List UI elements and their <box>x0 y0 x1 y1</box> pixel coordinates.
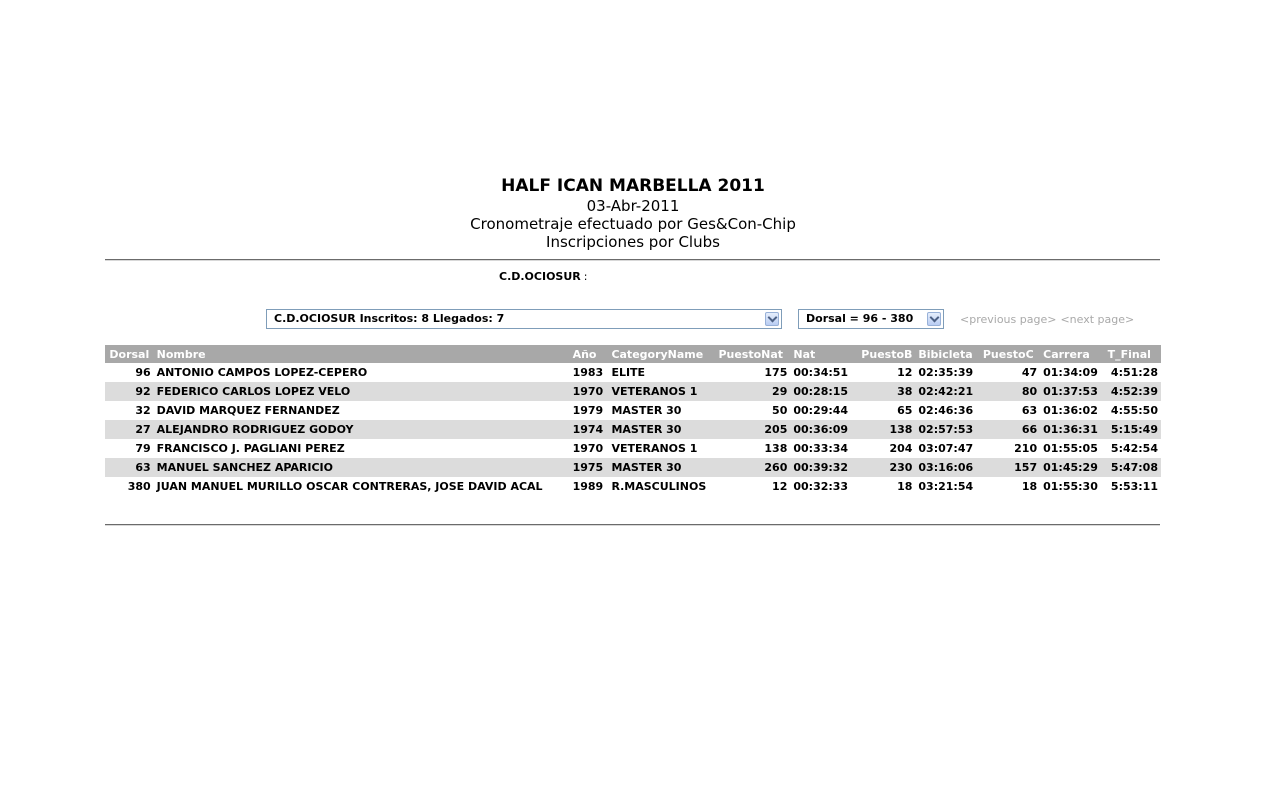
col-puesto-nat: PuestoNat <box>715 345 790 363</box>
col-bicicleta: Bibicleta <box>915 345 979 363</box>
table-row <box>105 420 1161 439</box>
cell-bicicleta: 02:57:53 <box>915 420 979 439</box>
table-row <box>105 458 1161 477</box>
chevron-down-icon[interactable] <box>765 312 779 326</box>
cell-nat: 00:32:33 <box>793 480 849 493</box>
cell-category: ELITE <box>611 366 646 379</box>
club-colon: : <box>583 270 588 283</box>
cell-puesto-b: 65 <box>897 404 913 417</box>
cell-bicicleta: 03:16:06 <box>915 458 979 477</box>
cell-dorsal: 79 <box>135 442 151 455</box>
cell-category: MASTER 30 <box>611 404 682 417</box>
cell-puesto-b: 18 <box>897 480 913 493</box>
page-header <box>0 175 1266 251</box>
cell-nat: 00:29:44 <box>793 404 849 417</box>
cell-nombre: JUAN MANUEL MURILLO OSCAR CONTRERAS, JOSE DAVID ACAL <box>156 480 543 493</box>
cell-category: VETERANOS 1 <box>608 382 715 401</box>
cell-puesto-c: 210 <box>1014 442 1038 455</box>
cell-carrera: 01:45:29 <box>1040 458 1104 477</box>
dorsal-select[interactable] <box>798 309 944 329</box>
cell-puesto-nat: 50 <box>772 404 788 417</box>
cell-puesto-c: 47 <box>1021 366 1038 379</box>
cell-puesto-nat: 175 <box>764 366 788 379</box>
club-select[interactable] <box>266 309 782 329</box>
cell-puesto-nat: 29 <box>715 382 790 401</box>
cell-t-final: 5:47:08 <box>1105 458 1161 477</box>
cell-category: R.MASCULINOS <box>611 480 707 493</box>
cell-bicicleta: 03:07:47 <box>918 442 974 455</box>
col-dorsal: Dorsal <box>105 345 154 363</box>
cell-dorsal: 32 <box>135 404 151 417</box>
cell-carrera: 01:55:05 <box>1043 442 1098 455</box>
cell-nombre: FRANCISCO J. PAGLIANI PEREZ <box>156 442 345 455</box>
cell-puesto-b: 12 <box>897 366 913 379</box>
cell-puesto-b: 38 <box>855 382 916 401</box>
cell-carrera: 01:36:31 <box>1040 420 1104 439</box>
table-row <box>105 382 1161 401</box>
cell-puesto-b: 138 <box>855 420 916 439</box>
cell-bicicleta: 03:21:54 <box>918 480 974 493</box>
cell-nombre: ANTONIO CAMPOS LOPEZ-CEPERO <box>156 366 368 379</box>
cell-puesto-c: 80 <box>980 382 1040 401</box>
top-divider <box>105 259 1160 261</box>
results-table <box>105 345 1161 496</box>
col-puesto-b: PuestoB <box>855 345 916 363</box>
cell-nombre: DAVID MARQUEZ FERNANDEZ <box>156 404 340 417</box>
club-name: C.D.OCIOSUR <box>499 270 581 283</box>
cell-puesto-nat: 260 <box>715 458 790 477</box>
cell-dorsal: 96 <box>135 366 151 379</box>
cell-nat: 00:39:32 <box>790 458 854 477</box>
cell-nat: 00:34:51 <box>793 366 849 379</box>
col-category: CategoryName <box>608 345 715 363</box>
cell-nombre: ALEJANDRO RODRIGUEZ GODOY <box>154 420 570 439</box>
cell-dorsal: 63 <box>105 458 154 477</box>
cell-dorsal: 380 <box>127 480 151 493</box>
cell-ano: 1970 <box>570 382 609 401</box>
previous-page-link[interactable]: <previous page> <box>960 313 1057 326</box>
section-title: Inscripciones por Clubs <box>546 233 720 251</box>
next-page-link[interactable]: <next page> <box>1060 313 1135 326</box>
cell-carrera: 01:37:53 <box>1040 382 1104 401</box>
col-nat: Nat <box>790 345 854 363</box>
cell-t-final: 4:55:50 <box>1110 404 1158 417</box>
cell-dorsal: 27 <box>105 420 154 439</box>
cell-carrera: 01:34:09 <box>1043 366 1098 379</box>
table-row <box>105 439 1161 458</box>
cell-nombre: MANUEL SANCHEZ APARICIO <box>154 458 570 477</box>
col-t-final: T_Final <box>1105 345 1161 363</box>
col-nombre: Nombre <box>154 345 570 363</box>
dorsal-select-value: Dorsal = 96 - 380 <box>806 312 914 325</box>
cell-puesto-nat: 205 <box>715 420 790 439</box>
cell-nat: 00:28:15 <box>790 382 854 401</box>
cell-bicicleta: 02:42:21 <box>915 382 979 401</box>
cell-dorsal: 92 <box>105 382 154 401</box>
cell-nombre: FEDERICO CARLOS LOPEZ VELO <box>154 382 570 401</box>
event-title: HALF ICAN MARBELLA 2011 <box>501 176 765 196</box>
col-carrera: Carrera <box>1040 345 1104 363</box>
table-row <box>105 477 1161 496</box>
table-header-row <box>105 345 1161 363</box>
timing-credit: Cronometraje efectuado por Ges&Con-Chip <box>470 215 796 233</box>
cell-puesto-c: 157 <box>980 458 1040 477</box>
results-body <box>105 363 1161 496</box>
table-row <box>105 363 1161 382</box>
cell-t-final: 4:52:39 <box>1105 382 1161 401</box>
cell-category: MASTER 30 <box>608 458 715 477</box>
cell-t-final: 5:53:11 <box>1110 480 1158 493</box>
cell-category: MASTER 30 <box>608 420 715 439</box>
cell-puesto-c: 66 <box>980 420 1040 439</box>
cell-puesto-nat: 138 <box>764 442 788 455</box>
cell-puesto-c: 18 <box>1021 480 1038 493</box>
cell-ano: 1970 <box>572 442 604 455</box>
cell-t-final: 5:42:54 <box>1110 442 1158 455</box>
table-row <box>105 401 1161 420</box>
event-date: 03-Abr-2011 <box>586 197 680 215</box>
cell-puesto-b: 230 <box>855 458 916 477</box>
pager <box>960 313 1138 326</box>
col-puesto-c: PuestoC <box>980 345 1040 363</box>
cell-bicicleta: 02:46:36 <box>918 404 974 417</box>
cell-ano: 1989 <box>572 480 604 493</box>
cell-puesto-b: 204 <box>889 442 913 455</box>
cell-puesto-nat: 12 <box>772 480 788 493</box>
club-heading <box>499 270 587 283</box>
cell-nat: 00:36:09 <box>790 420 854 439</box>
cell-nat: 00:33:34 <box>793 442 849 455</box>
cell-ano: 1974 <box>570 420 609 439</box>
cell-bicicleta: 02:35:39 <box>918 366 974 379</box>
col-ano: Año <box>570 345 609 363</box>
cell-t-final: 4:51:28 <box>1110 366 1158 379</box>
club-select-value: C.D.OCIOSUR Inscritos: 8 Llegados: 7 <box>274 312 505 325</box>
cell-ano: 1983 <box>572 366 604 379</box>
cell-t-final: 5:15:49 <box>1105 420 1161 439</box>
bottom-divider <box>105 524 1160 526</box>
cell-puesto-c: 63 <box>1021 404 1038 417</box>
cell-category: VETERANOS 1 <box>611 442 698 455</box>
cell-ano: 1975 <box>570 458 609 477</box>
cell-carrera: 01:55:30 <box>1043 480 1098 493</box>
chevron-down-icon[interactable] <box>927 312 941 326</box>
cell-carrera: 01:36:02 <box>1043 404 1098 417</box>
cell-ano: 1979 <box>572 404 604 417</box>
